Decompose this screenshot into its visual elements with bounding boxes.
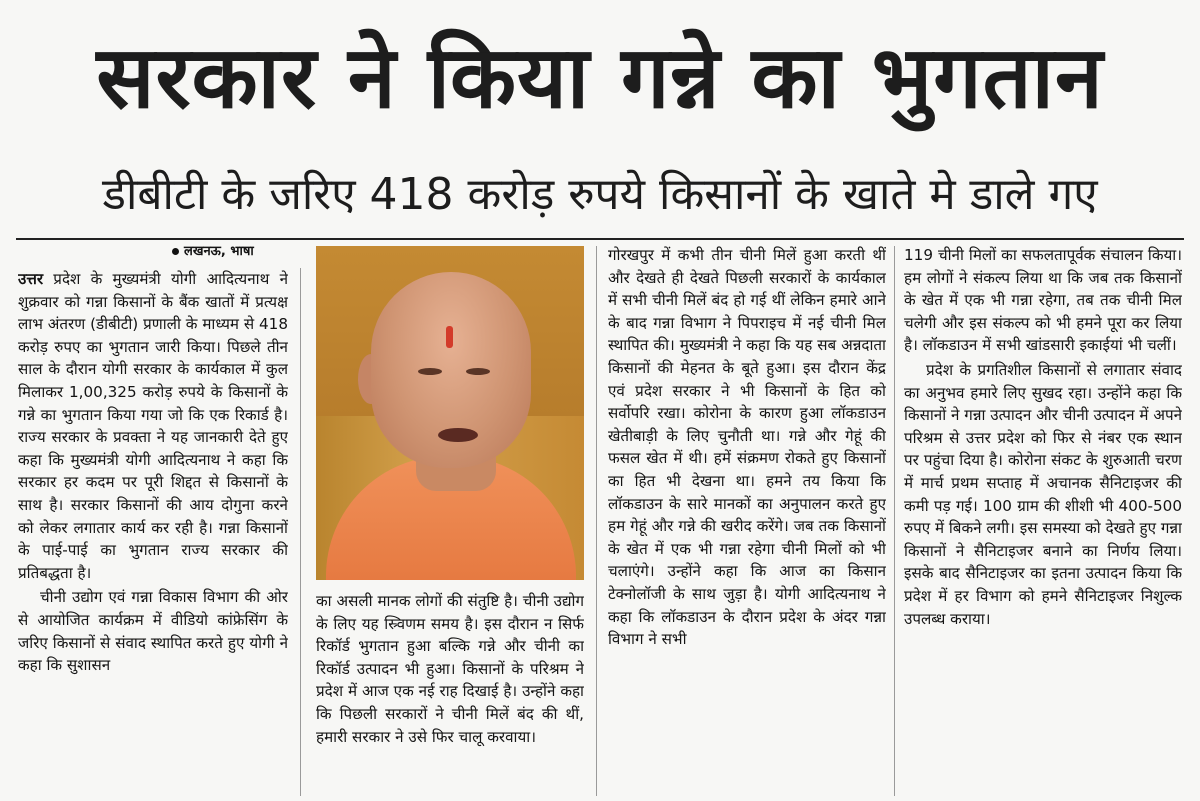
subheadline: डीबीटी के जरिए 418 करोड़ रुपये किसानों के खाते मे डाले गए [102, 169, 1098, 220]
paragraph: प्रदेश के प्रगतिशील किसानों से लगातार संवाद का अनुभव हमारे लिए सुखद रहा। उन्होंने कहा कि किसानों ने गन्ना उत्पादन और चीनी उत्पादन में अपने परिश्रम से उत्तर प्रदेश को फिर से नंबर एक स्थान पर पहुंचा दिया है। कोरोना संकट के शुरुआती चरण में मार्च प्रथम सप्ताह में अचानक सैनिटाइजर की कमी पड़ गई। 100 ग्राम की शीशी भी 400-500 रुपए में बिकने लगी। इस समस्या को देखते हुए गन्ना किसानों ने सैनिटाइजर बनाने का निर्णय लिया। इसके बाद सैनिटाइजर का इतना उत्पादन किया कि प्रदेश में हर विभाग को हमने सैनिटाइजर निशुल्क उपलब्ध कराया। [904, 360, 1182, 628]
photo-tilak [446, 326, 453, 348]
header-rule [16, 238, 1184, 240]
photo-portrait [316, 246, 584, 580]
article-column-1 [18, 268, 288, 796]
article-column-2 [316, 590, 584, 796]
article-column-4 [904, 244, 1182, 796]
paragraph [18, 268, 288, 584]
bullet-icon [172, 248, 179, 255]
paragraph: का असली मानक लोगों की संतुष्टि है। चीनी उद्योग के लिए यह स्र्विणम समय है। इस दौरान न सिर्फ रिकॉर्ड भुगतान हुआ बल्कि गन्ने और चीनी का रिकॉर्ड उत्पादन भी हुआ। किसानों के परिश्रम ने प्रदेश में आज एक नई राह दिखाई है। उन्होंने कहा कि पिछली सरकारों ने चीनी मिलें बंद की थीं, हमारी सरकार ने उसे फिर चालू करवाया। [316, 592, 584, 746]
article-column-3 [608, 244, 886, 796]
dateline [172, 242, 302, 262]
lead-word: उत्तर [18, 270, 44, 288]
column-divider [300, 268, 301, 796]
paragraph: 119 चीनी मिलों का सफलतापूर्वक संचालन किया। हम लोगों ने संकल्प लिया था कि जब तक किसानों के खेत में एक भी गन्ना रहेगा, तब तक चीनी मिल चलेगी और इस संकल्प को भी हमने पूरा कर लिया है। लॉकडाउन में सभी खांडसारी इकाईयां भी चलीं। [904, 246, 1182, 355]
photo-eye [418, 368, 442, 375]
paragraph: गोरखपुर में कभी तीन चीनी मिलें हुआ करती थीं और देखते ही देखते पिछली सरकारों के कार्यकाल में सभी चीनी मिलें बंद हो गई थीं लेकिन हमारे आने के बाद गन्ना विभाग ने पिपराइच में नई चीनी मिल स्थापित की। मुख्यमंत्री ने कहा कि यह सब अन्नदाता किसानों की मेहनत के बूते हुआ। इस दौरान केंद्र एवं प्रदेश सरकार ने भी किसानों के हित को सर्वोपरि रखा। कोरोना के कारण हुआ लॉकडाउन खेतीबाड़ी के लिए चुनौती था। गन्ने और गेहूं की फसल खेत में थी। हमें संक्रमण रोकते हुए किसानों का हित भी देखना था। हमने तय किया कि लॉकडाउन के सारे मानकों का अनुपालन करते हुए हम गेहूं और गन्ने की खरीद करेंगे। जब तक किसानों के खेत में एक भी गन्ना रहेगा चीनी मिलों को भी चलाएंगे। उन्होंने कहा कि आज का किसान टेक्नोलॉजी के साथ जुड़ा है। योगी आदित्यनाथ ने कहा कि लॉकडाउन के दौरान प्रदेश के अंदर गन्ना विभाग ने सभी [608, 246, 886, 649]
column-divider [894, 246, 895, 796]
photo-mouth [438, 428, 478, 442]
photo-eye [466, 368, 490, 375]
paragraph-text: प्रदेश के मुख्यमंत्री योगी आदित्यनाथ ने शुक्रवार को गन्ना किसानों के बैंक खातों में प्रत्यक्ष लाभ अंतरण (डीबीटी) प्रणाली के माध्यम से 418 करोड़ रुपए का भुगतान जारी किया। पिछले तीन साल के दौरान योगी सरकार के कार्यकाल में कुल मिलाकर 1,00,325 करोड़ रुपये के किसानों के गन्ने का भुगतान किया गया जो कि एक रिकार्ड है। राज्य सरकार के प्रवक्ता ने यह जानकारी देते हुए कहा कि मुख्यमंत्री योगी आदित्यनाथ ने कहा कि सरकार हर कदम पर पूरी शिद्दत से किसानों के साथ है। सरकार किसानों की आय दोगुना करने को लेकर लगातार कार्य कर रही है। गन्ना किसानों के पाई-पाई का भुगतान राज्य सरकार की प्रतिबद्धता है। [18, 270, 288, 582]
headline: सरकार ने किया गन्ने का भुगतान [96, 28, 1104, 128]
paragraph: चीनी उद्योग एवं गन्ना विकास विभाग की ओर से आयोजित कार्यक्रम में वीडियो कांफ्रेसिंग के जरिए किसानों से संवाद स्थापित करते हुए योगी ने कहा कि सुशासन [18, 588, 288, 675]
dateline-text: लखनऊ, भाषा [184, 244, 254, 259]
column-divider [596, 246, 597, 796]
